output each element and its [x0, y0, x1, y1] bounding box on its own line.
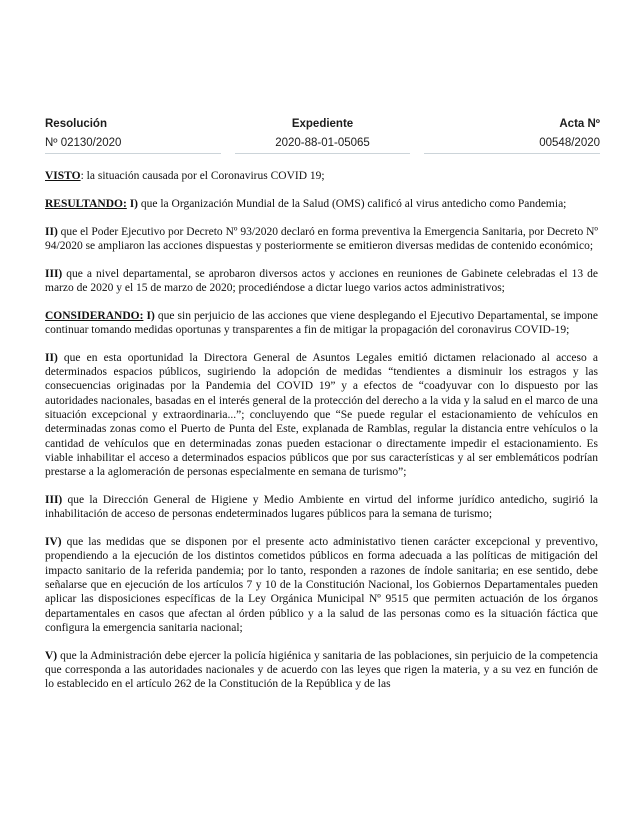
header-column-expediente	[235, 118, 411, 154]
acta-label: Acta Nº	[559, 118, 601, 130]
header-column-acta	[424, 118, 600, 154]
header-column-resolucion	[45, 118, 221, 154]
resultando-heading: RESULTANDO:	[45, 197, 127, 210]
numeral-i: I)	[126, 197, 138, 210]
paragraph-text: que las medidas que se disponen por el presente acto administativo tienen carácter excepcional y preventivo, propendiendo a la ejecución de los distintos cometidos públicos en forma adecuada a las políticas de mitigación del impacto sanitario de la referida pandemia; por lo tanto, responden a razones de índole sanitaria; en ese sentido, debe señalarse que en ejecución de los artículos 7 y 10 de la Constitución Nacional, los Gobiernos Departamentales pueden aplicar las disposiciones específicas de la Ley Orgánica Municipal Nº 9515 que permiten actuación de los órganos departamentales en casos que afectan al órden público y a la salud de las personas como es la situación fáctica que configura la emergencia sanitaria nacional;	[45, 536, 598, 634]
paragraph-text: que a nivel departamental, se aprobaron diversos actos y acciones en reuniones de Gabinete celebradas el 13 de marzo de 2020 y el 15 de marzo de 2020; procediéndose a dictar luego varios actos administrativos;	[45, 267, 598, 294]
expediente-label: Expediente	[291, 118, 354, 130]
paragraph-text: que sin perjuicio de las acciones que viene desplegando el Ejecutivo Departamental, se impone continuar tomando medidas oportunas y transparentes a fin de mitigar la propagación del coronavirus COVID-19;	[45, 309, 598, 337]
numeral-i: I)	[143, 309, 155, 322]
numeral-iii: III)	[45, 494, 63, 507]
paragraph-text: que la Organización Mundial de la Salud (OMS) calificó al virus antedicho como Pandemia;	[138, 197, 567, 210]
paragraph-text: que el Poder Ejecutivo por Decreto Nº 93/2020 declaró en forma preventiva la Emergencia Sanitaria, por Decreto Nº 94/2020 se ampliaron las acciones dispuestas y posteriormente se emitieron diversas medidas de contenido económico;	[45, 225, 598, 252]
visto-heading: VISTO	[45, 170, 81, 182]
expediente-value: 2020-88-01-05065	[275, 137, 370, 149]
considerando-heading: CONSIDERANDO:	[45, 309, 144, 322]
paragraph-text: que en esta oportunidad la Directora General de Asuntos Legales emitió dictamen relacionado al acceso a determinados espacios públicos, sugiriendo la adopción de medidas “tendientes a disminuir los estragos y las consecuencias originadas por la Pandemia del COVID 19” y a efectos de “coadyuvar con lo dispuesto por las autoridades nacionales, basadas en el interés general de la protección del derecho a la vida y la salud en el marco de una situación excepcional y extraordinaria...”; concluyendo que “Se puede regular el estacionamiento de vehículos en determinadas zonas como el Puerto de Punta del Este, explanada de Ramblas, regular la distancia entre vehículos o la cantidad de vehículos que en determinadas zonas pueden estacionar o directamente impedir el estacionamiento. Es viable inhabilitar el acceso a determinados espacios públicos que por sus características y al ser emblemáticos podrían prestarse a la aglomeración de personas especialmente en semana de turismo”;	[45, 351, 598, 479]
paragraph-considerando-5	[45, 649, 598, 692]
paragraph-text: : la situación causada por el Coronavirus COVID 19;	[80, 170, 325, 182]
paragraph-considerando-2	[45, 351, 598, 480]
numeral-iii: III)	[45, 267, 63, 280]
numeral-v: V)	[45, 649, 58, 662]
numeral-ii: II)	[45, 351, 58, 364]
document-body	[45, 169, 598, 692]
paragraph-text: que la Dirección General de Higiene y Medio Ambiente en virtud del informe jurídico antedicho, sugirió la inhabilitación de acceso de personas endeterminados lugares públicos para la semana de turismo;	[45, 494, 598, 521]
paragraph-resultando-1	[45, 197, 598, 211]
paragraph-considerando-4	[45, 535, 598, 635]
paragraph-considerando-1	[45, 309, 598, 338]
paragraph-resultando-2	[45, 225, 598, 254]
acta-value: 00548/2020	[539, 137, 601, 149]
resolucion-label: Resolución	[45, 118, 107, 130]
paragraph-text: que la Administración debe ejercer la policía higiénica y sanitaria de las poblaciones, sin perjuicio de la competencia que corresponda a las autoridades nacionales y de acuerdo con las leyes que rigen la materia, y a su vez en función de lo establecido en el artículo 262 de la Constitución de la República y de las	[45, 649, 598, 691]
paragraph-visto	[45, 169, 598, 183]
numeral-iv: IV)	[45, 536, 62, 549]
resolucion-value: Nº 02130/2020	[45, 137, 122, 149]
paragraph-considerando-3	[45, 493, 598, 522]
paragraph-resultando-3	[45, 267, 598, 296]
document-header	[45, 118, 600, 154]
numeral-ii: II)	[45, 225, 58, 238]
